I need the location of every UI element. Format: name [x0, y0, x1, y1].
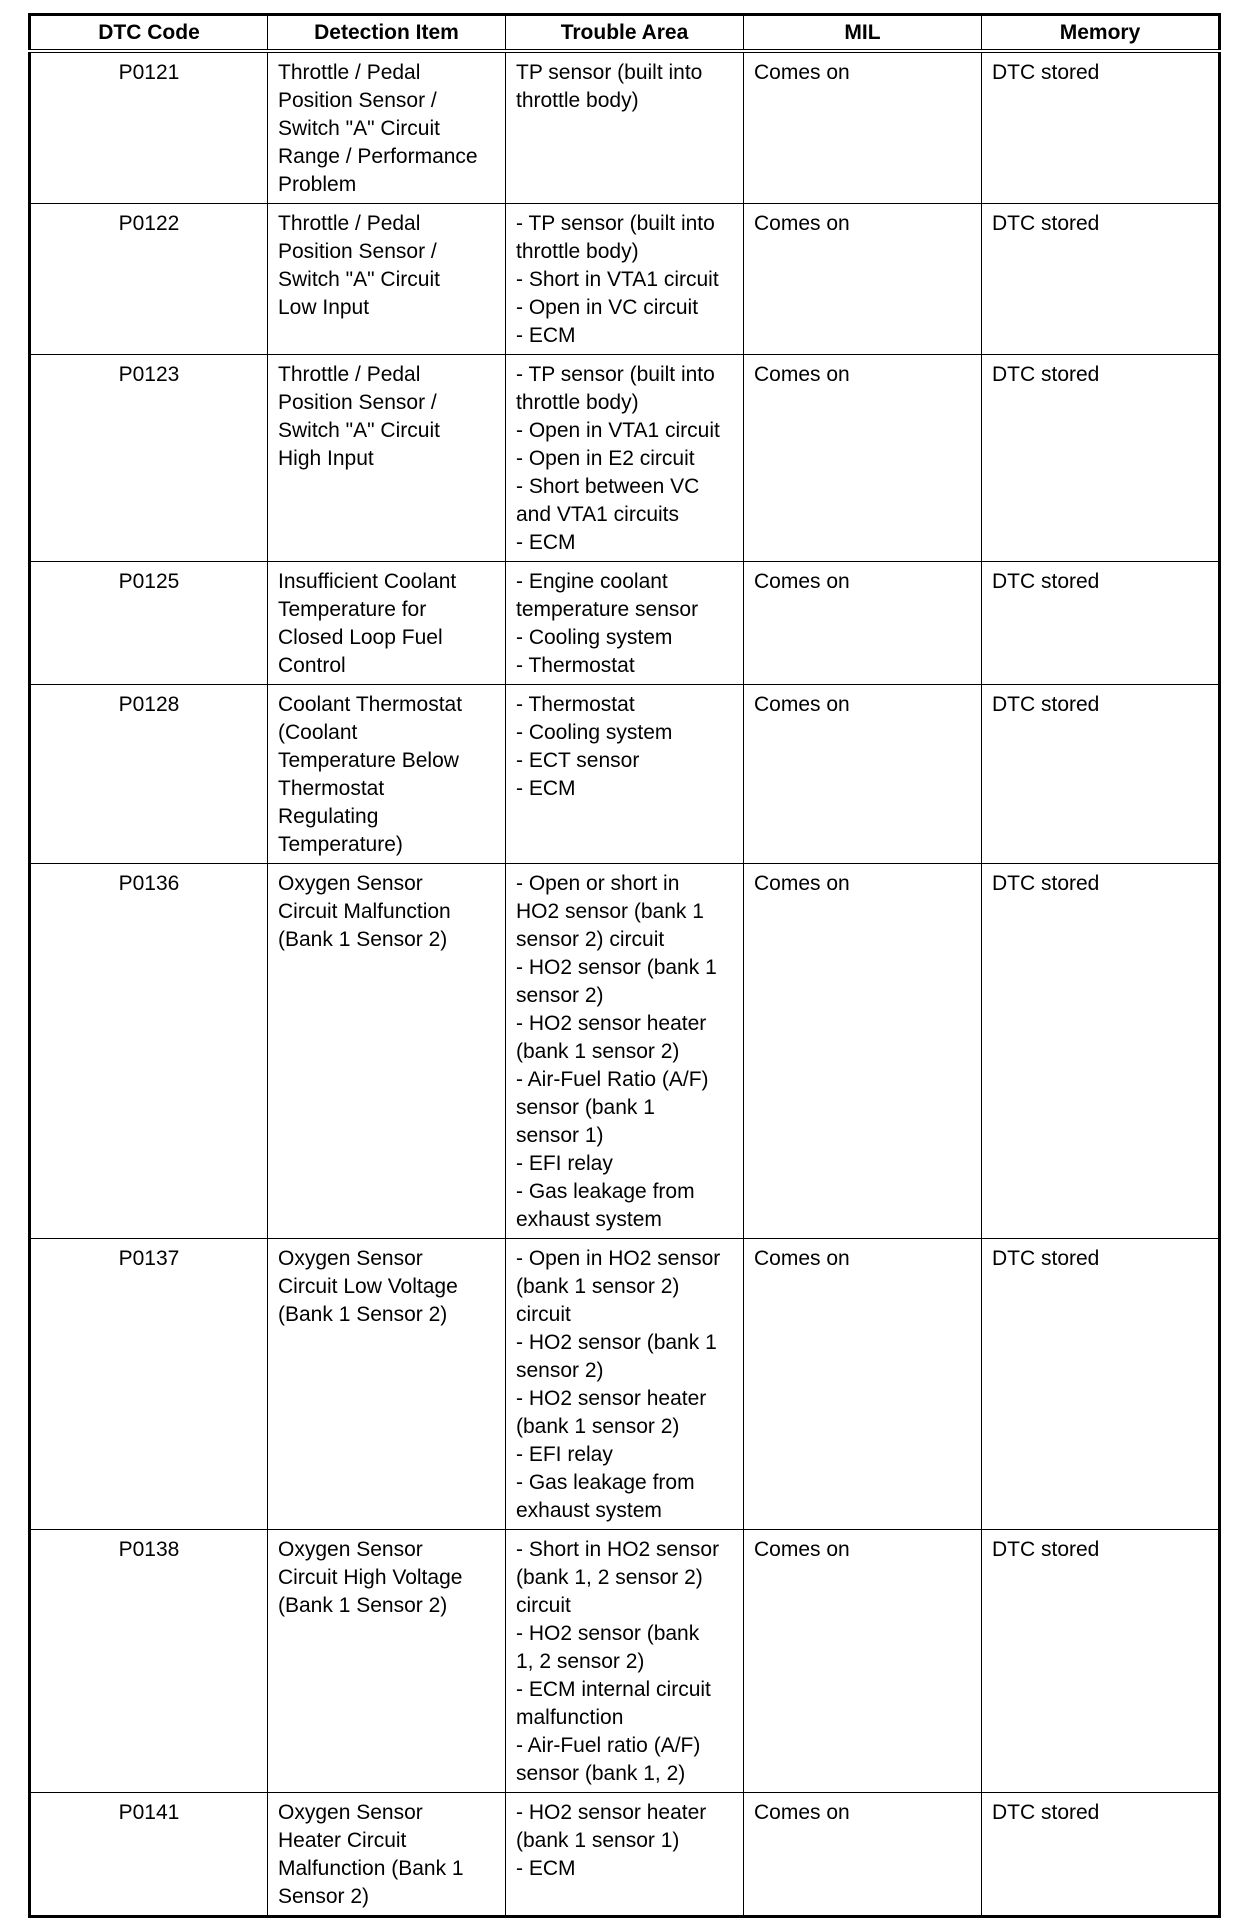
- header-memory: Memory: [982, 15, 1220, 52]
- trouble-area-cell: - Open or short in HO2 sensor (bank 1 sensor 2) circuit - HO2 sensor (bank 1 sensor 2) - HO2 sensor heater (bank 1 sensor 2) - Air-Fuel Ratio (A/F) sensor (bank 1 sensor 1) - EFI relay - Gas leakage from exhaust system: [506, 864, 744, 1239]
- detection-item-cell: Oxygen Sensor Circuit Low Voltage (Bank 1 Sensor 2): [268, 1239, 506, 1530]
- detection-item-cell: Throttle / Pedal Position Sensor / Switch "A" Circuit Range / Performance Problem: [268, 51, 506, 204]
- trouble-area-cell: - Thermostat - Cooling system - ECT sensor - ECM: [506, 685, 744, 864]
- dtc-code-cell: P0122: [30, 204, 268, 355]
- trouble-area-cell: - Engine coolant temperature sensor - Cooling system - Thermostat: [506, 562, 744, 685]
- memory-cell: DTC stored: [982, 1530, 1220, 1793]
- dtc-code-cell: P0137: [30, 1239, 268, 1530]
- dtc-code-cell: P0128: [30, 685, 268, 864]
- dtc-table-head: [30, 15, 1220, 52]
- dtc-code-cell: P0141: [30, 1793, 268, 1917]
- header-row: [30, 15, 1220, 52]
- detection-item-cell: Oxygen Sensor Circuit Malfunction (Bank 1 Sensor 2): [268, 864, 506, 1239]
- mil-cell: Comes on: [744, 562, 982, 685]
- table-row: [30, 685, 1220, 864]
- dtc-code-cell: P0138: [30, 1530, 268, 1793]
- dtc-code-cell: P0125: [30, 562, 268, 685]
- mil-cell: Comes on: [744, 1793, 982, 1917]
- memory-cell: DTC stored: [982, 51, 1220, 204]
- detection-item-cell: Insufficient Coolant Temperature for Closed Loop Fuel Control: [268, 562, 506, 685]
- trouble-area-cell: - TP sensor (built into throttle body) - Short in VTA1 circuit - Open in VC circuit - ECM: [506, 204, 744, 355]
- trouble-area-cell: TP sensor (built into throttle body): [506, 51, 744, 204]
- memory-cell: DTC stored: [982, 204, 1220, 355]
- detection-item-cell: Oxygen Sensor Heater Circuit Malfunction (Bank 1 Sensor 2): [268, 1793, 506, 1917]
- table-row: [30, 355, 1220, 562]
- memory-cell: DTC stored: [982, 1793, 1220, 1917]
- mil-cell: Comes on: [744, 1530, 982, 1793]
- mil-cell: Comes on: [744, 864, 982, 1239]
- table-row: [30, 1239, 1220, 1530]
- mil-cell: Comes on: [744, 355, 982, 562]
- memory-cell: DTC stored: [982, 562, 1220, 685]
- dtc-code-cell: P0136: [30, 864, 268, 1239]
- mil-cell: Comes on: [744, 51, 982, 204]
- dtc-code-cell: P0121: [30, 51, 268, 204]
- memory-cell: DTC stored: [982, 685, 1220, 864]
- detection-item-cell: Coolant Thermostat (Coolant Temperature Below Thermostat Regulating Temperature): [268, 685, 506, 864]
- table-row: [30, 204, 1220, 355]
- trouble-area-cell: - Short in HO2 sensor (bank 1, 2 sensor 2) circuit - HO2 sensor (bank 1, 2 sensor 2) - ECM internal circuit malfunction - Air-Fuel ratio (A/F) sensor (bank 1, 2): [506, 1530, 744, 1793]
- trouble-area-cell: - TP sensor (built into throttle body) - Open in VTA1 circuit - Open in E2 circuit - Short between VC and VTA1 circuits - ECM: [506, 355, 744, 562]
- detection-item-cell: Oxygen Sensor Circuit High Voltage (Bank 1 Sensor 2): [268, 1530, 506, 1793]
- header-trouble-area: Trouble Area: [506, 15, 744, 52]
- dtc-code-cell: P0123: [30, 355, 268, 562]
- document-page: [28, 13, 1218, 1918]
- trouble-area-cell: - Open in HO2 sensor (bank 1 sensor 2) circuit - HO2 sensor (bank 1 sensor 2) - HO2 sensor heater (bank 1 sensor 2) - EFI relay - Gas leakage from exhaust system: [506, 1239, 744, 1530]
- table-row: [30, 562, 1220, 685]
- memory-cell: DTC stored: [982, 864, 1220, 1239]
- mil-cell: Comes on: [744, 204, 982, 355]
- detection-item-cell: Throttle / Pedal Position Sensor / Switch "A" Circuit High Input: [268, 355, 506, 562]
- dtc-table: [28, 13, 1221, 1918]
- table-row: [30, 1530, 1220, 1793]
- memory-cell: DTC stored: [982, 1239, 1220, 1530]
- mil-cell: Comes on: [744, 1239, 982, 1530]
- dtc-table-body: [30, 51, 1220, 1917]
- memory-cell: DTC stored: [982, 355, 1220, 562]
- table-row: [30, 51, 1220, 204]
- header-dtc-code: DTC Code: [30, 15, 268, 52]
- trouble-area-cell: - HO2 sensor heater (bank 1 sensor 1) - ECM: [506, 1793, 744, 1917]
- table-row: [30, 1793, 1220, 1917]
- header-mil: MIL: [744, 15, 982, 52]
- table-row: [30, 864, 1220, 1239]
- header-detection-item: Detection Item: [268, 15, 506, 52]
- mil-cell: Comes on: [744, 685, 982, 864]
- detection-item-cell: Throttle / Pedal Position Sensor / Switch "A" Circuit Low Input: [268, 204, 506, 355]
